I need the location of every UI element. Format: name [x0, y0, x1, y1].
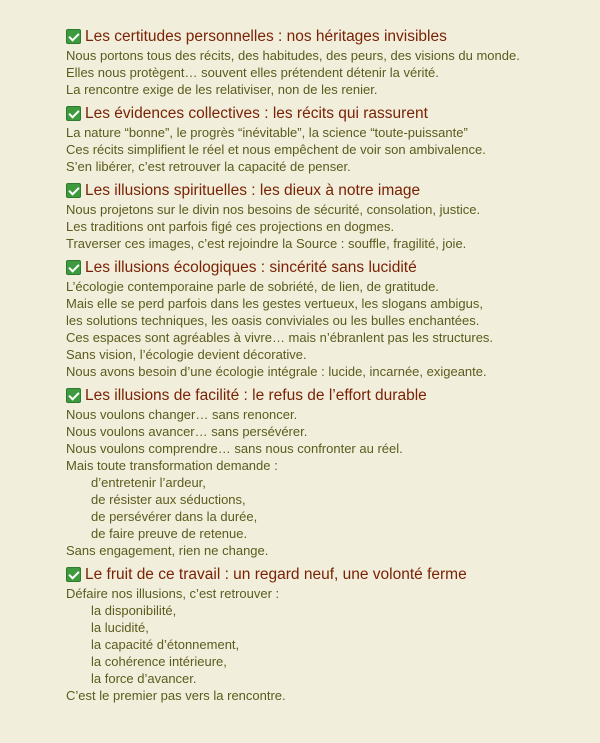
text-line: Traverser ces images, c’est rejoindre la Source : souffle, fragilité, joie.	[66, 236, 467, 251]
section-evidences	[66, 103, 586, 175]
check-icon	[66, 29, 81, 44]
text-line-indented: la force d’avancer.	[91, 671, 197, 686]
text-line: S’en libérer, c’est retrouver la capacité de penser.	[66, 159, 351, 174]
section-facilite	[66, 385, 586, 559]
text-line: La rencontre exige de les relativiser, non de les renier.	[66, 82, 378, 97]
text-line: Sans vision, l’écologie devient décorative.	[66, 347, 307, 362]
text-line-indented: de résister aux séductions,	[91, 492, 246, 507]
section-title: Les évidences collectives : les récits qui rassurent	[85, 104, 428, 122]
text-line: Nous voulons changer… sans renoncer.	[66, 407, 298, 422]
section-certitudes	[66, 26, 586, 98]
text-line-indented: d’entretenir l’ardeur,	[91, 475, 206, 490]
text-line-indented: la lucidité,	[91, 620, 149, 635]
section-title: Les illusions de facilité : le refus de l’effort durable	[85, 386, 427, 404]
section-ecologiques	[66, 257, 586, 380]
section-title: Les certitudes personnelles : nos héritages invisibles	[85, 27, 447, 45]
text-line: La nature “bonne”, le progrès “inévitable”, la science “toute-puissante”	[66, 125, 468, 140]
section-title: Le fruit de ce travail : un regard neuf, une volonté ferme	[85, 565, 467, 583]
text-line-indented: la disponibilité,	[91, 603, 177, 618]
text-line: Mais elle se perd parfois dans les gestes vertueux, les slogans ambigus,	[66, 296, 483, 311]
text-line: Nous voulons avancer… sans persévérer.	[66, 424, 308, 439]
text-line: Ces récits simplifient le réel et nous empêchent de voir son ambivalence.	[66, 142, 486, 157]
section-heading	[66, 103, 586, 124]
section-heading	[66, 564, 586, 585]
check-icon	[66, 260, 81, 275]
check-icon	[66, 183, 81, 198]
document-body	[66, 26, 586, 709]
section-title: Les illusions écologiques : sincérité sans lucidité	[85, 258, 417, 276]
text-line: Défaire nos illusions, c’est retrouver :	[66, 586, 280, 601]
text-line: Les traditions ont parfois figé ces projections en dogmes.	[66, 219, 395, 234]
text-line: les solutions techniques, les oasis conviviales ou les bulles enchantées.	[66, 313, 480, 328]
section-title: Les illusions spirituelles : les dieux à notre image	[85, 181, 421, 199]
text-line: C’est le premier pas vers la rencontre.	[66, 688, 286, 703]
text-line: Nous portons tous des récits, des habitudes, des peurs, des visions du monde.	[66, 48, 520, 63]
check-icon	[66, 388, 81, 403]
text-line: Nous projetons sur le divin nos besoins de sécurité, consolation, justice.	[66, 202, 481, 217]
section-heading	[66, 257, 586, 278]
check-icon	[66, 106, 81, 121]
section-heading	[66, 385, 586, 406]
text-line: L’écologie contemporaine parle de sobriété, de lien, de gratitude.	[66, 279, 439, 294]
text-line: Nous voulons comprendre… sans nous confronter au réel.	[66, 441, 403, 456]
section-spirituelles	[66, 180, 586, 252]
text-line: Sans engagement, rien ne change.	[66, 543, 269, 558]
text-line: Mais toute transformation demande :	[66, 458, 278, 473]
check-icon	[66, 567, 81, 582]
section-fruit	[66, 564, 586, 704]
text-line: Nous avons besoin d’une écologie intégrale : lucide, incarnée, exigeante.	[66, 364, 487, 379]
text-line-indented: la cohérence intérieure,	[91, 654, 227, 669]
section-heading	[66, 26, 586, 47]
text-line-indented: de faire preuve de retenue.	[91, 526, 248, 541]
section-heading	[66, 180, 586, 201]
text-line: Ces espaces sont agréables à vivre… mais n’ébranlent pas les structures.	[66, 330, 494, 345]
text-line-indented: la capacité d’étonnement,	[91, 637, 240, 652]
text-line: Elles nous protègent… souvent elles prétendent détenir la vérité.	[66, 65, 439, 80]
text-line-indented: de persévérer dans la durée,	[91, 509, 258, 524]
